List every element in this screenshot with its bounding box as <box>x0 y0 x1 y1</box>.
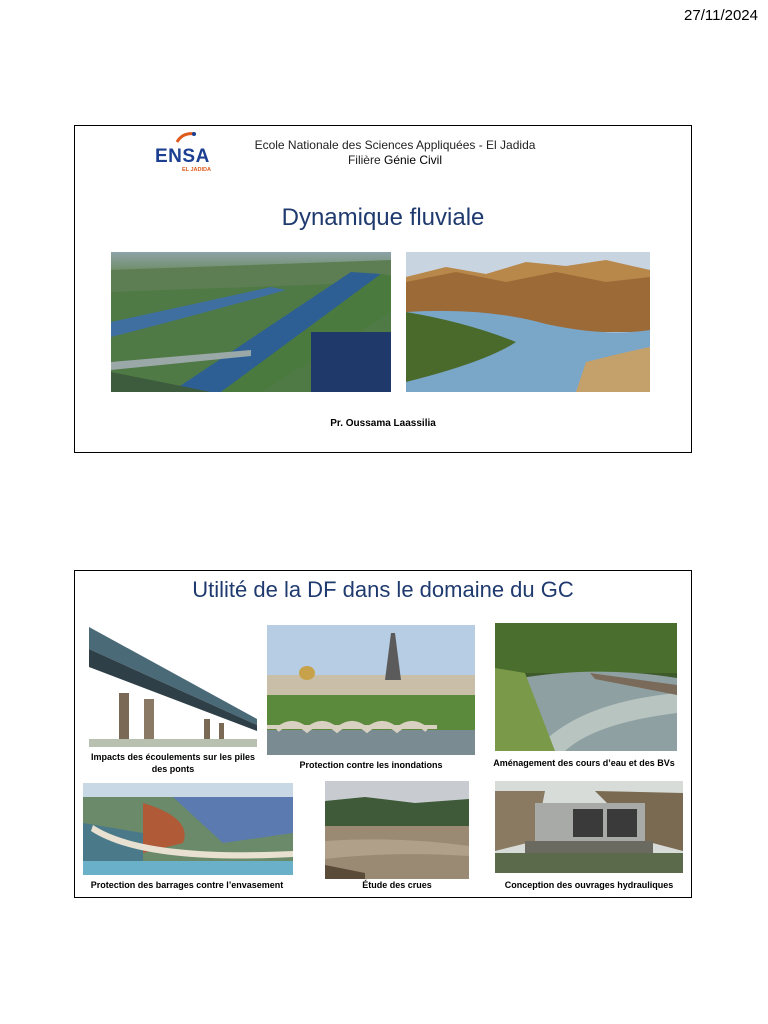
school-header <box>225 138 565 168</box>
flood-photo <box>325 781 469 879</box>
program-line <box>225 153 565 168</box>
stream-photo <box>495 623 677 751</box>
logo-subtitle: EL JADIDA <box>182 167 211 173</box>
caption-bridges: Impacts des écoulements sur les piles des ponts <box>90 752 256 774</box>
author-name: Pr. Oussama Laassilia <box>330 418 436 429</box>
caption-streams: Aménagement des cours d’eau et des BVs <box>493 758 675 768</box>
culvert-photo <box>495 781 683 873</box>
ensa-logo <box>155 130 217 176</box>
logo-word: ENSA <box>155 146 210 167</box>
title-slide <box>74 125 692 453</box>
caption-crues: Étude des crues <box>362 880 432 890</box>
caption-works: Conception des ouvrages hydrauliques <box>504 880 674 890</box>
program-prefix: Filière <box>347 153 381 167</box>
bridge-photo <box>89 627 257 747</box>
mountain-lake-photo <box>406 252 650 392</box>
caption-dams: Protection des barrages contre l’envasement <box>90 880 284 890</box>
paris-seine-photo <box>267 625 475 755</box>
program-name: Génie Civil <box>383 153 443 167</box>
canal-aerial-photo <box>111 252 391 392</box>
logo-arc-icon <box>175 132 197 144</box>
page-date: 27/11/2024 <box>684 7 758 24</box>
slide-title: Utilité de la DF dans le domaine du GC <box>192 577 574 602</box>
slide-title: Dynamique fluviale <box>281 204 485 231</box>
dam-photo <box>83 783 293 875</box>
content-slide <box>74 570 692 898</box>
school-name: Ecole Nationale des Sciences Appliquées - El Jadida <box>254 138 536 152</box>
caption-floods: Protection contre les inondations <box>299 760 443 770</box>
